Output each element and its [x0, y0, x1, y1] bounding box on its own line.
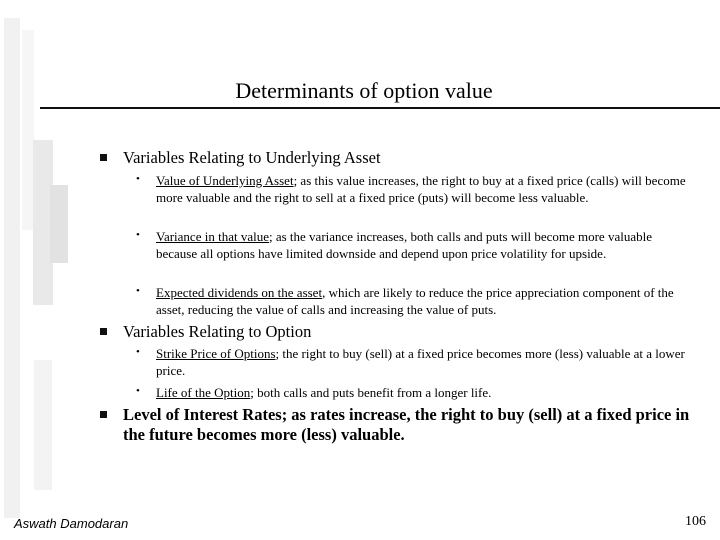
bullet-life-of-option — [156, 384, 696, 401]
bullet-text: ; the right to buy (sell) at a fixed price becomes more (less) valuable at a lower price. — [156, 346, 685, 378]
bullet-expected-dividends — [156, 284, 696, 318]
bullet-term: Variance in that value — [156, 229, 269, 244]
slide-title: Determinants of option value — [235, 78, 493, 103]
bullet-text: , which are likely to reduce the price appreciation component of the asset, reducing the value of calls and increasing the value of puts. — [156, 285, 674, 317]
bullet-icon: • — [136, 285, 140, 297]
square-bullet-icon — [100, 154, 107, 161]
bullet-value-of-underlying-asset — [156, 172, 696, 206]
bullet-text: ; as the variance increases, both calls and puts will become more valuable because all options have limited downside and depend upon price volatility for upside. — [156, 229, 652, 261]
bullet-term: Expected dividends on the asset — [156, 285, 323, 300]
bullet-text: ; as this value increases, the right to buy at a fixed price (calls) will become more valuable and the right to sell at a fixed price (puts) will become less valuable. — [156, 173, 686, 205]
footer-author: Aswath Damodaran — [14, 516, 129, 531]
bullet-term: Strike Price of Options — [156, 346, 276, 361]
bullet-term: Value of Underlying Asset — [156, 173, 294, 188]
bullet-strike-price — [156, 345, 696, 379]
bullet-icon: • — [136, 229, 140, 241]
square-bullet-icon — [100, 328, 107, 335]
bullet-icon: • — [136, 173, 140, 185]
bullet-variance — [156, 228, 696, 262]
section-heading-underlying-asset: Variables Relating to Underlying Asset — [123, 148, 381, 167]
bullet-text: ; both calls and puts benefit from a longer life. — [250, 385, 492, 400]
square-bullet-icon — [100, 411, 107, 418]
section-heading-option: Variables Relating to Option — [123, 322, 312, 341]
section-heading-interest-rates: Level of Interest Rates; as rates increase, the right to buy (sell) at a fixed price in the future becomes more (less) valuable. — [123, 405, 690, 444]
bullet-icon: • — [136, 346, 140, 358]
bullet-term: Life of the Option — [156, 385, 251, 400]
page-number: 106 — [685, 514, 706, 529]
bullet-icon: • — [136, 385, 140, 397]
